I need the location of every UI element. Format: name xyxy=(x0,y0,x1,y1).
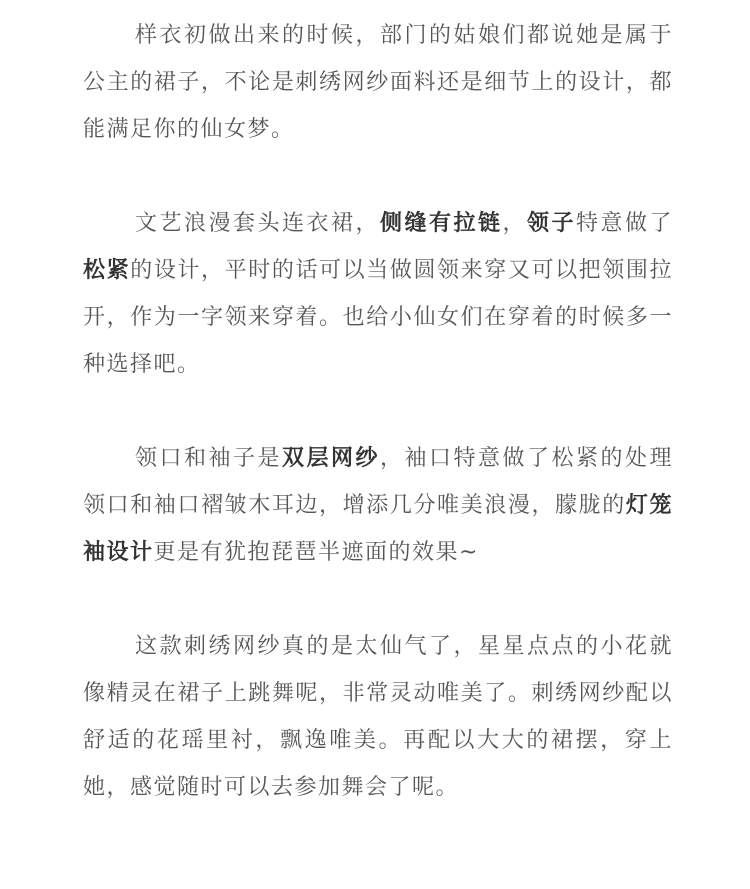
highlight-text: 松紧 xyxy=(83,258,131,283)
text-segment: 文艺浪漫套头连衣裙， xyxy=(135,211,380,236)
text-segment: 样衣初做出来的时候，部门的姑娘们都说她是属于公主的裙子，不论是刺绣网纱面料还是细节上的设计，都能满足你的仙女梦。 xyxy=(83,23,673,142)
paragraph-sample-intro xyxy=(83,12,673,153)
text-segment: ，袖口特意做了松紧的处理领口和袖口褶皱木耳边，增添几分唯美浪漫，朦胧的 xyxy=(83,446,673,518)
text-segment: 更是有犹抱琵琶半遮面的效果~ xyxy=(153,540,479,565)
text-segment: 领口和袖子是 xyxy=(135,446,282,471)
highlight-text: 侧缝有拉链 xyxy=(379,211,503,236)
highlight-text: 双层网纱 xyxy=(282,446,380,471)
paragraph-embroidery-mesh xyxy=(83,623,673,811)
paragraph-sleeve-design xyxy=(83,435,673,576)
text-segment: 的设计，平时的话可以当做圆领来穿又可以把领围拉开，作为一字领来穿着。也给小仙女们在穿着的时候多一种选择吧。 xyxy=(83,258,673,377)
text-segment: 这款刺绣网纱真的是太仙气了，星星点点的小花就像精灵在裙子上跳舞呢，非常灵动唯美了。刺绣网纱配以舒适的花瑶里衬，飘逸唯美。再配以大大的裙摆，穿上她，感觉随时可以去参加舞会了呢。 xyxy=(83,634,673,800)
text-segment: 特意做了 xyxy=(575,211,673,236)
article-body xyxy=(83,12,673,811)
highlight-text: 灯笼袖设计 xyxy=(83,493,673,565)
highlight-text: 领子 xyxy=(526,211,576,236)
paragraph-neckline-design xyxy=(83,200,673,388)
text-segment: ， xyxy=(502,211,527,236)
